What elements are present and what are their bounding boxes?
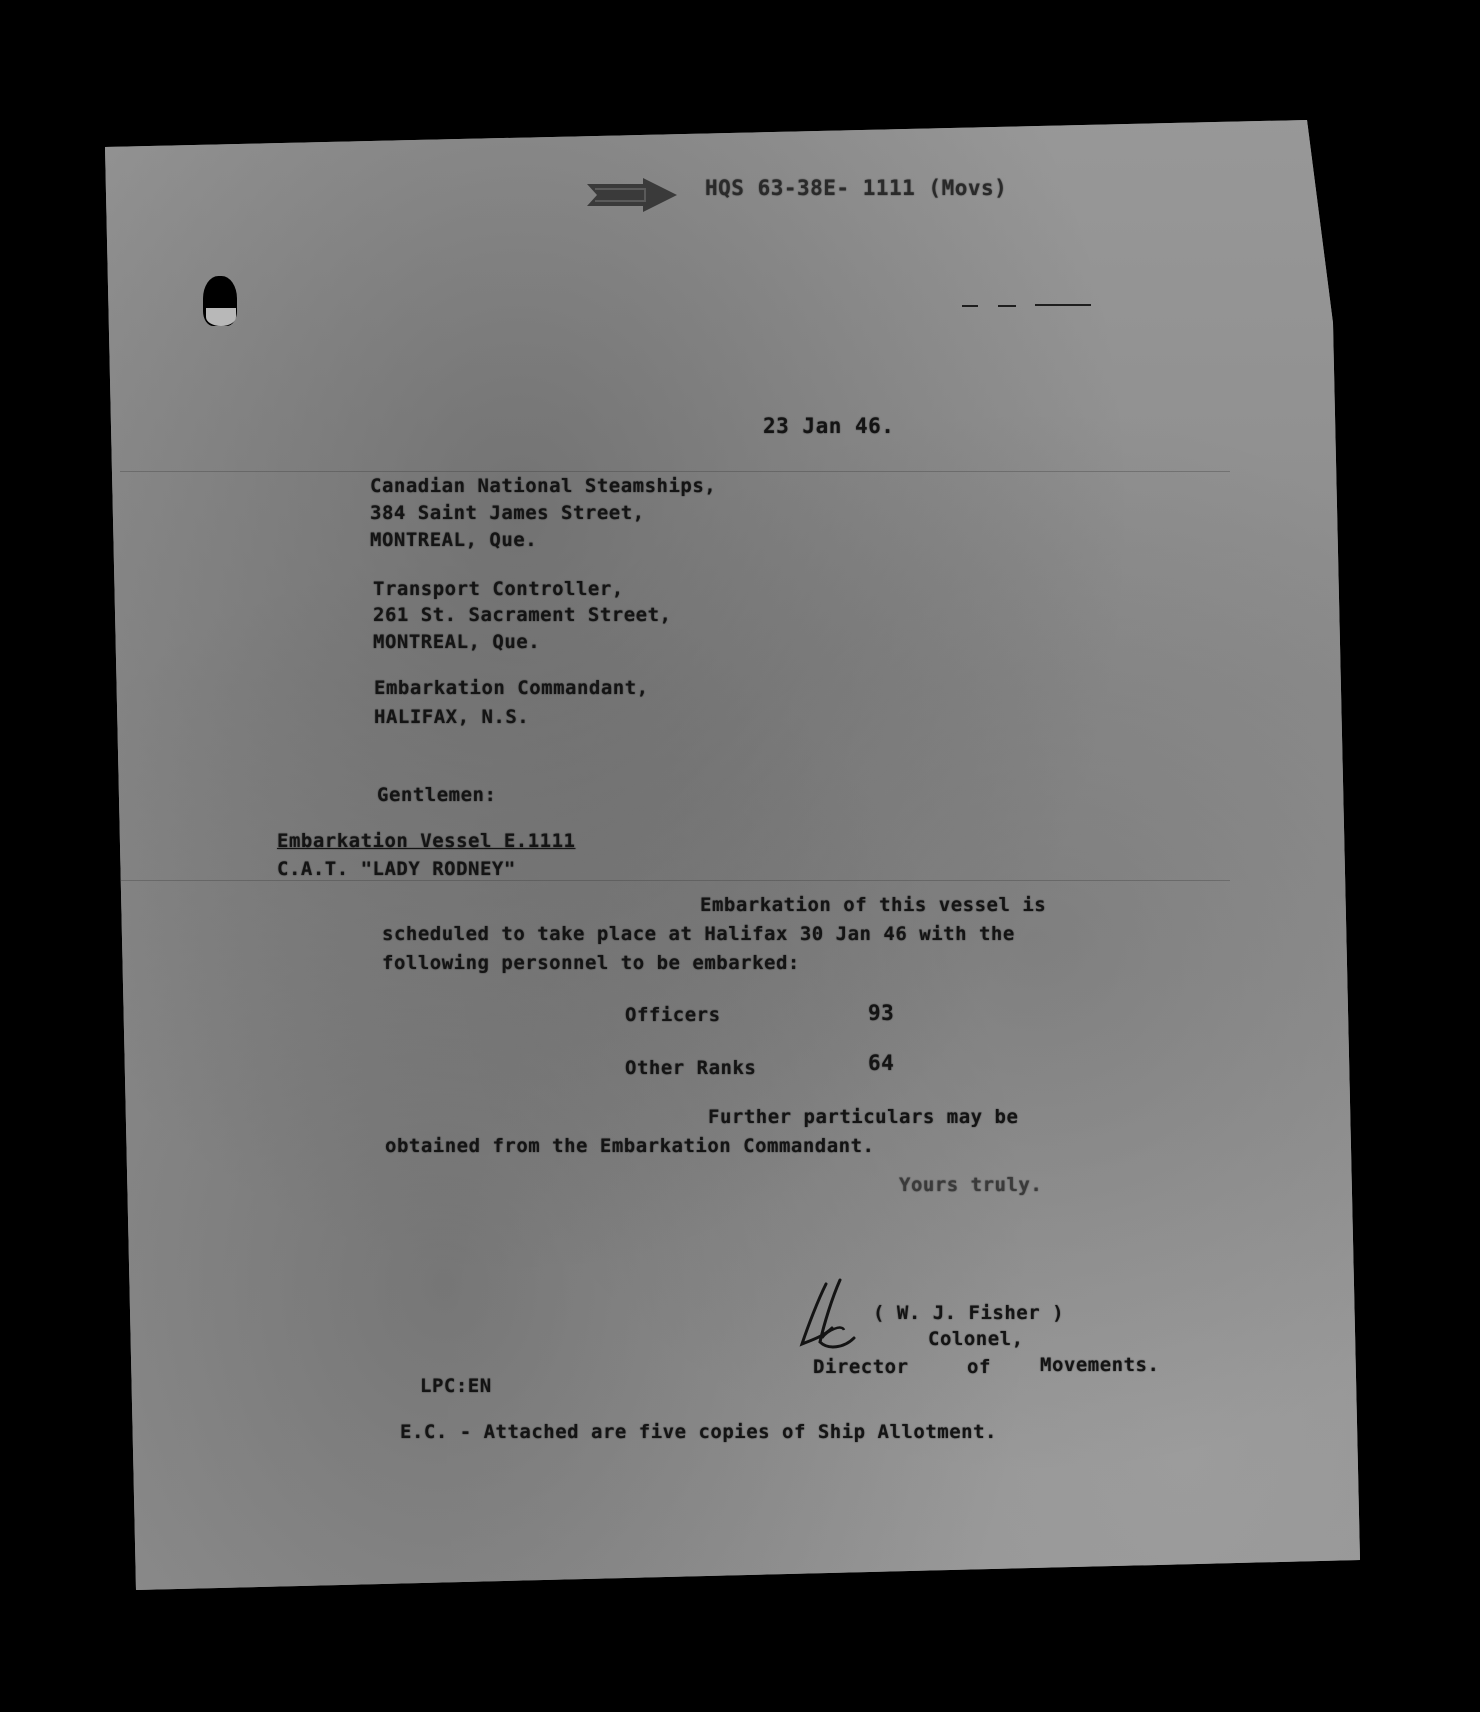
dash-mark [962,305,978,307]
postscript: E.C. - Attached are five copies of Ship Allotment. [400,1421,997,1443]
body-line: obtained from the Embarkation Commandant. [385,1135,875,1157]
recipient-line: Transport Controller, [373,578,624,600]
dash-mark [998,305,1016,307]
fold-line [120,471,1230,472]
recipient-line: HALIFAX, N.S. [374,706,530,728]
arrow-stamp-icon [585,178,680,212]
salutation: Gentlemen: [377,784,497,806]
dash-mark [1035,304,1091,306]
personnel-label: Officers [625,1004,721,1026]
personnel-label: Other Ranks [625,1057,757,1079]
personnel-count: 64 [868,1051,895,1075]
signatory-title: of [967,1356,991,1378]
personnel-count: 93 [868,1001,895,1025]
file-reference: HQS 63-38E- 1111 (Movs) [705,176,1008,200]
recipient-line: 384 Saint James Street, [370,502,645,524]
punch-hole-edge [206,308,236,326]
letter-date: 23 Jan 46. [763,414,895,438]
recipient-line: MONTREAL, Que. [373,631,541,653]
body-line: Further particulars may be [708,1106,1019,1128]
recipient-line: Canadian National Steamships, [370,475,717,497]
reference-initials: LPC:EN [420,1375,492,1397]
body-line: following personnel to be embarked: [382,952,800,974]
recipient-line: Embarkation Commandant, [374,677,649,699]
recipient-line: 261 St. Sacrament Street, [373,604,672,626]
closing: Yours truly. [899,1174,1043,1196]
signatory-title: Movements. [1040,1354,1160,1376]
body-line: Embarkation of this vessel is [700,894,1047,916]
signatory-title: Director [813,1356,909,1378]
signatory-name: ( W. J. Fisher ) [873,1302,1065,1324]
fold-line [120,880,1230,881]
signatory-rank: Colonel, [928,1328,1024,1350]
recipient-line: MONTREAL, Que. [370,529,538,551]
subject-line: C.A.T. "LADY RODNEY" [277,858,516,880]
body-line: scheduled to take place at Halifax 30 Jan 46 with the [382,923,1015,945]
subject-line: Embarkation Vessel E.1111 [277,830,576,852]
